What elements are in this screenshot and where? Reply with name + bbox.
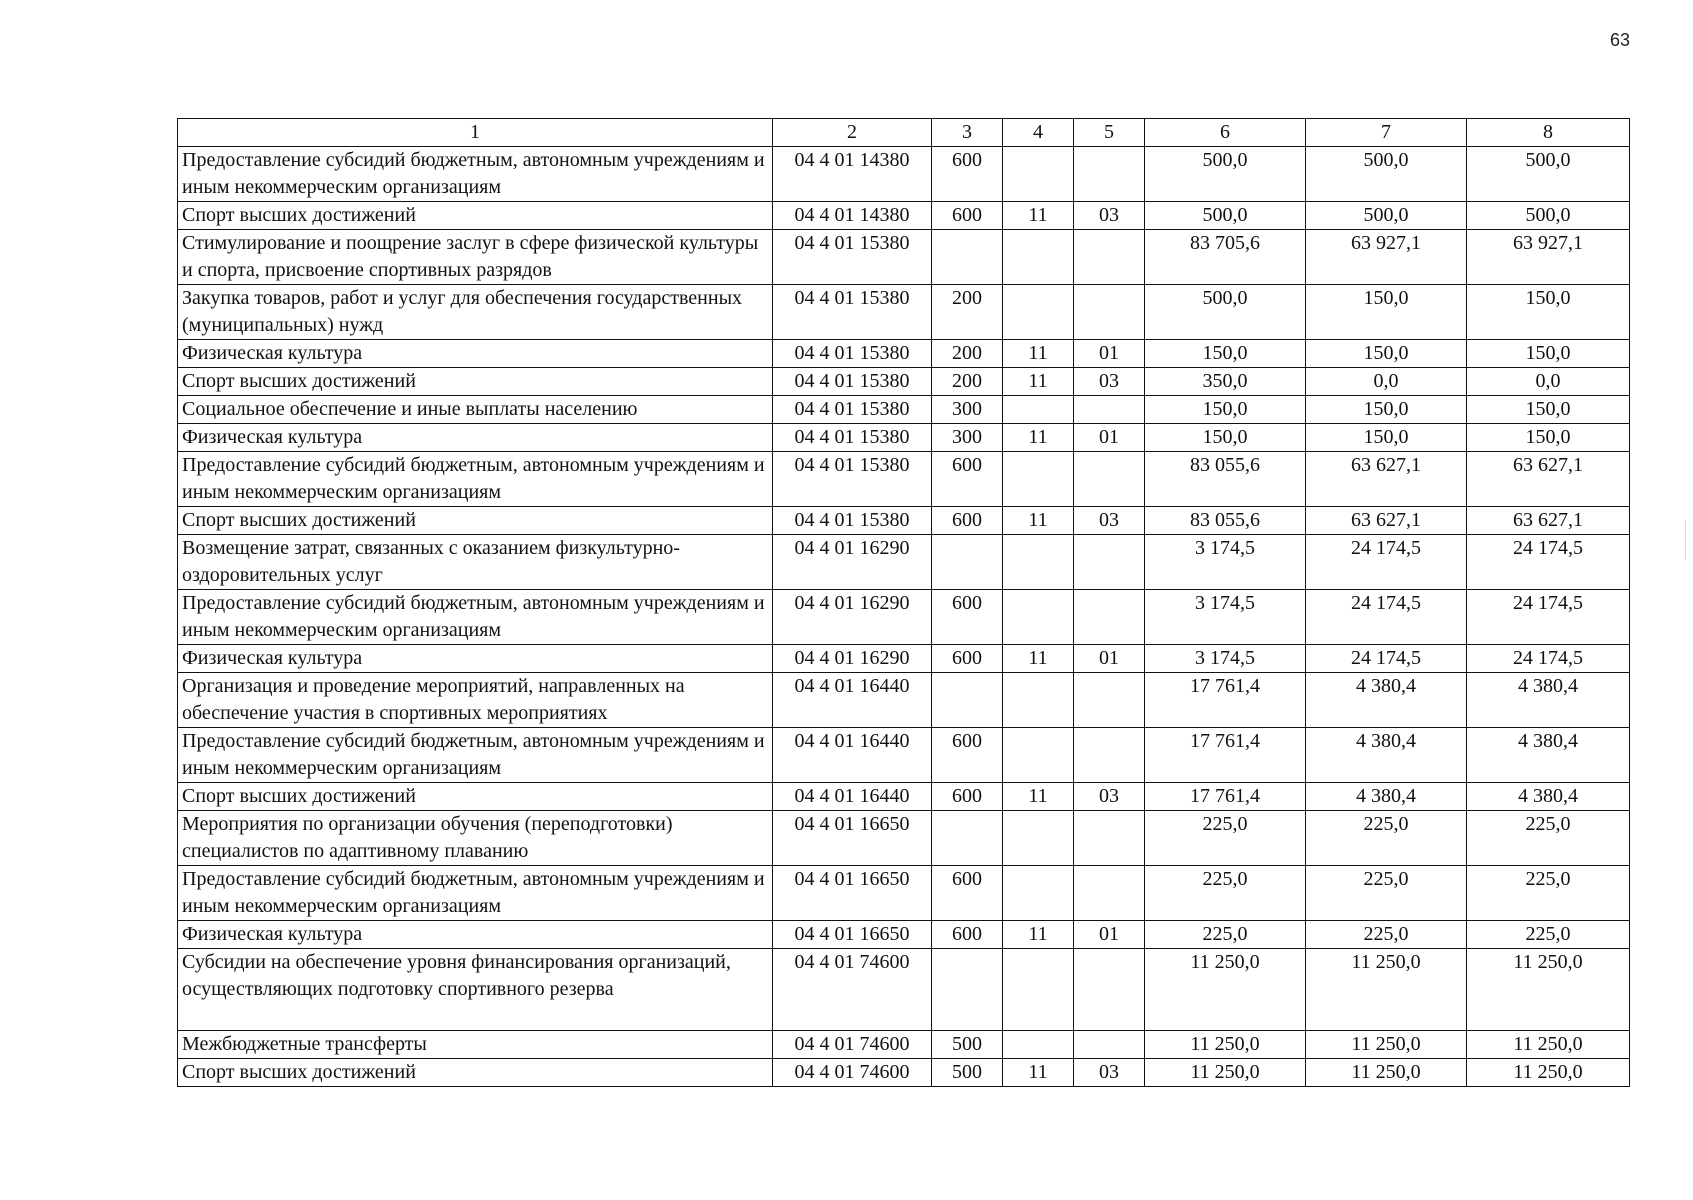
value-cell: 04 4 01 15380 <box>773 230 932 285</box>
value-cell <box>1003 396 1074 424</box>
value-cell: 11 <box>1003 507 1074 535</box>
table-header <box>178 119 1630 147</box>
table-row <box>178 396 1630 424</box>
table-row <box>178 424 1630 452</box>
value-cell: 63 627,1 <box>1467 507 1630 535</box>
value-cell <box>1003 949 1074 1031</box>
value-cell: 63 927,1 <box>1306 230 1467 285</box>
table-row <box>178 230 1630 285</box>
value-cell: 150,0 <box>1145 424 1306 452</box>
row-label-cell: Возмещение затрат, связанных с оказанием физкультурно-оздоровительных услуг <box>178 535 773 590</box>
value-cell <box>1074 452 1145 507</box>
value-cell <box>1074 866 1145 921</box>
table-row <box>178 590 1630 645</box>
row-label-cell: Предоставление субсидий бюджетным, автономным учреждениям и иным некоммерческим организациям <box>178 452 773 507</box>
value-cell: 4 380,4 <box>1467 783 1630 811</box>
row-label-cell: Предоставление субсидий бюджетным, автономным учреждениям и иным некоммерческим организациям <box>178 866 773 921</box>
value-cell: 300 <box>932 424 1003 452</box>
header-cell: 7 <box>1306 119 1467 147</box>
value-cell <box>1003 452 1074 507</box>
value-cell: 225,0 <box>1467 811 1630 866</box>
value-cell <box>1003 535 1074 590</box>
value-cell: 04 4 01 16650 <box>773 811 932 866</box>
value-cell <box>1074 590 1145 645</box>
value-cell: 83 055,6 <box>1145 452 1306 507</box>
value-cell: 225,0 <box>1467 921 1630 949</box>
value-cell: 04 4 01 15380 <box>773 285 932 340</box>
value-cell: 4 380,4 <box>1467 673 1630 728</box>
row-label-cell: Физическая культура <box>178 921 773 949</box>
value-cell <box>1074 949 1145 1031</box>
value-cell: 03 <box>1074 507 1145 535</box>
value-cell: 63 627,1 <box>1467 452 1630 507</box>
value-cell: 01 <box>1074 424 1145 452</box>
table-row <box>178 340 1630 368</box>
value-cell: 11 <box>1003 424 1074 452</box>
value-cell: 03 <box>1074 1059 1145 1087</box>
value-cell: 11 250,0 <box>1467 1059 1630 1087</box>
value-cell: 11 <box>1003 202 1074 230</box>
value-cell: 63 627,1 <box>1306 452 1467 507</box>
value-cell: 04 4 01 15380 <box>773 452 932 507</box>
value-cell: 4 380,4 <box>1306 728 1467 783</box>
header-row <box>178 119 1630 147</box>
value-cell <box>932 949 1003 1031</box>
value-cell: 04 4 01 14380 <box>773 202 932 230</box>
value-cell <box>932 811 1003 866</box>
value-cell: 11 <box>1003 1059 1074 1087</box>
table-row <box>178 535 1630 590</box>
header-cell: 4 <box>1003 119 1074 147</box>
table-row <box>178 728 1630 783</box>
value-cell: 350,0 <box>1145 368 1306 396</box>
value-cell: 04 4 01 74600 <box>773 949 932 1031</box>
value-cell: 63 927,1 <box>1467 230 1630 285</box>
page-number: 63 <box>1610 30 1631 50</box>
value-cell: 24 174,5 <box>1467 645 1630 673</box>
table-row <box>178 507 1630 535</box>
value-cell: 04 4 01 15380 <box>773 368 932 396</box>
value-cell: 11 250,0 <box>1306 1031 1467 1059</box>
row-label-cell: Предоставление субсидий бюджетным, автономным учреждениям и иным некоммерческим организациям <box>178 147 773 202</box>
row-label-cell: Спорт высших достижений <box>178 202 773 230</box>
value-cell: 04 4 01 16440 <box>773 728 932 783</box>
row-label-cell: Спорт высших достижений <box>178 507 773 535</box>
value-cell: 150,0 <box>1467 285 1630 340</box>
table-row <box>178 866 1630 921</box>
value-cell: 11 <box>1003 368 1074 396</box>
value-cell: 03 <box>1074 783 1145 811</box>
value-cell <box>1003 230 1074 285</box>
row-label-cell: Физическая культура <box>178 424 773 452</box>
value-cell: 04 4 01 16290 <box>773 590 932 645</box>
value-cell: 500,0 <box>1145 202 1306 230</box>
value-cell: 04 4 01 74600 <box>773 1031 932 1059</box>
value-cell: 24 174,5 <box>1306 590 1467 645</box>
value-cell: 17 761,4 <box>1145 728 1306 783</box>
value-cell: 3 174,5 <box>1145 645 1306 673</box>
value-cell: 4 380,4 <box>1467 728 1630 783</box>
table-row <box>178 645 1630 673</box>
scan-mark <box>1685 520 1686 560</box>
value-cell: 150,0 <box>1467 396 1630 424</box>
value-cell: 150,0 <box>1467 340 1630 368</box>
row-label-cell: Спорт высших достижений <box>178 1059 773 1087</box>
value-cell: 150,0 <box>1306 396 1467 424</box>
value-cell: 04 4 01 16650 <box>773 921 932 949</box>
value-cell: 4 380,4 <box>1306 783 1467 811</box>
value-cell <box>1074 535 1145 590</box>
value-cell <box>1003 1031 1074 1059</box>
value-cell: 04 4 01 74600 <box>773 1059 932 1087</box>
table-row <box>178 811 1630 866</box>
row-label-cell: Предоставление субсидий бюджетным, автономным учреждениям и иным некоммерческим организациям <box>178 590 773 645</box>
value-cell <box>1074 811 1145 866</box>
value-cell <box>1003 811 1074 866</box>
value-cell: 300 <box>932 396 1003 424</box>
value-cell: 150,0 <box>1145 340 1306 368</box>
value-cell: 04 4 01 15380 <box>773 507 932 535</box>
value-cell: 225,0 <box>1145 866 1306 921</box>
value-cell <box>1003 285 1074 340</box>
value-cell: 150,0 <box>1306 340 1467 368</box>
value-cell: 03 <box>1074 202 1145 230</box>
value-cell: 500,0 <box>1145 147 1306 202</box>
header-cell: 8 <box>1467 119 1630 147</box>
value-cell: 11 250,0 <box>1306 949 1467 1031</box>
value-cell: 600 <box>932 590 1003 645</box>
value-cell <box>1074 230 1145 285</box>
value-cell: 11 250,0 <box>1467 949 1630 1031</box>
value-cell: 600 <box>932 202 1003 230</box>
row-label-cell: Социальное обеспечение и иные выплаты населению <box>178 396 773 424</box>
value-cell: 500 <box>932 1059 1003 1087</box>
table-row <box>178 673 1630 728</box>
value-cell: 04 4 01 15380 <box>773 424 932 452</box>
table-row <box>178 452 1630 507</box>
value-cell: 600 <box>932 147 1003 202</box>
row-label-cell: Мероприятия по организации обучения (переподготовки) специалистов по адаптивному плаванию <box>178 811 773 866</box>
value-cell: 83 705,6 <box>1145 230 1306 285</box>
value-cell <box>1074 673 1145 728</box>
value-cell: 11 250,0 <box>1306 1059 1467 1087</box>
value-cell: 17 761,4 <box>1145 673 1306 728</box>
value-cell: 600 <box>932 728 1003 783</box>
row-label-cell: Субсидии на обеспечение уровня финансирования организаций, осуществляющих подготовку спортивного резерва <box>178 949 773 1031</box>
row-label-cell: Межбюджетные трансферты <box>178 1031 773 1059</box>
table-row <box>178 147 1630 202</box>
value-cell: 225,0 <box>1145 921 1306 949</box>
value-cell: 500,0 <box>1467 202 1630 230</box>
table-row <box>178 949 1630 1031</box>
value-cell: 04 4 01 15380 <box>773 396 932 424</box>
value-cell: 3 174,5 <box>1145 590 1306 645</box>
row-label-cell: Физическая культура <box>178 340 773 368</box>
table-row <box>178 368 1630 396</box>
value-cell <box>1074 396 1145 424</box>
row-label-cell: Предоставление субсидий бюджетным, автономным учреждениям и иным некоммерческим организациям <box>178 728 773 783</box>
value-cell: 0,0 <box>1306 368 1467 396</box>
row-label-cell: Физическая культура <box>178 645 773 673</box>
value-cell: 11 250,0 <box>1467 1031 1630 1059</box>
value-cell: 225,0 <box>1145 811 1306 866</box>
value-cell: 225,0 <box>1467 866 1630 921</box>
value-cell: 03 <box>1074 368 1145 396</box>
header-cell: 1 <box>178 119 773 147</box>
value-cell: 600 <box>932 921 1003 949</box>
value-cell: 11 250,0 <box>1145 1031 1306 1059</box>
value-cell <box>1003 147 1074 202</box>
value-cell: 200 <box>932 285 1003 340</box>
value-cell: 225,0 <box>1306 921 1467 949</box>
value-cell: 11 <box>1003 340 1074 368</box>
header-cell: 6 <box>1145 119 1306 147</box>
value-cell: 83 055,6 <box>1145 507 1306 535</box>
value-cell: 150,0 <box>1306 424 1467 452</box>
table-row <box>178 285 1630 340</box>
header-cell: 3 <box>932 119 1003 147</box>
value-cell <box>932 673 1003 728</box>
value-cell: 500,0 <box>1306 147 1467 202</box>
value-cell: 500,0 <box>1145 285 1306 340</box>
value-cell: 24 174,5 <box>1467 590 1630 645</box>
table-row <box>178 1031 1630 1059</box>
value-cell: 11 250,0 <box>1145 1059 1306 1087</box>
value-cell: 600 <box>932 866 1003 921</box>
value-cell: 24 174,5 <box>1467 535 1630 590</box>
value-cell: 11 250,0 <box>1145 949 1306 1031</box>
table-row <box>178 1059 1630 1087</box>
value-cell: 04 4 01 15380 <box>773 340 932 368</box>
value-cell: 04 4 01 16440 <box>773 673 932 728</box>
value-cell <box>1003 866 1074 921</box>
header-cell: 5 <box>1074 119 1145 147</box>
table-row <box>178 202 1630 230</box>
value-cell: 600 <box>932 452 1003 507</box>
value-cell: 01 <box>1074 340 1145 368</box>
value-cell <box>932 230 1003 285</box>
value-cell: 11 <box>1003 921 1074 949</box>
value-cell: 225,0 <box>1306 866 1467 921</box>
value-cell: 24 174,5 <box>1306 535 1467 590</box>
table-body <box>178 147 1630 1087</box>
value-cell <box>1074 285 1145 340</box>
value-cell: 63 627,1 <box>1306 507 1467 535</box>
value-cell: 11 <box>1003 783 1074 811</box>
value-cell <box>1003 728 1074 783</box>
value-cell: 500 <box>932 1031 1003 1059</box>
table-row <box>178 921 1630 949</box>
value-cell: 600 <box>932 645 1003 673</box>
row-label-cell: Спорт высших достижений <box>178 368 773 396</box>
value-cell: 3 174,5 <box>1145 535 1306 590</box>
value-cell <box>1074 728 1145 783</box>
value-cell: 24 174,5 <box>1306 645 1467 673</box>
value-cell: 600 <box>932 783 1003 811</box>
value-cell: 500,0 <box>1306 202 1467 230</box>
value-cell <box>1074 147 1145 202</box>
value-cell: 0,0 <box>1467 368 1630 396</box>
value-cell <box>1074 1031 1145 1059</box>
value-cell: 04 4 01 16440 <box>773 783 932 811</box>
value-cell: 01 <box>1074 645 1145 673</box>
value-cell: 04 4 01 16650 <box>773 866 932 921</box>
value-cell <box>1003 590 1074 645</box>
value-cell: 200 <box>932 368 1003 396</box>
header-cell: 2 <box>773 119 932 147</box>
value-cell: 200 <box>932 340 1003 368</box>
budget-table <box>177 118 1630 1087</box>
value-cell: 150,0 <box>1145 396 1306 424</box>
value-cell: 150,0 <box>1306 285 1467 340</box>
row-label-cell: Спорт высших достижений <box>178 783 773 811</box>
row-label-cell: Стимулирование и поощрение заслуг в сфере физической культуры и спорта, присвоение спортивных разрядов <box>178 230 773 285</box>
row-label-cell: Организация и проведение мероприятий, направленных на обеспечение участия в спортивных мероприятиях <box>178 673 773 728</box>
value-cell: 04 4 01 14380 <box>773 147 932 202</box>
value-cell: 01 <box>1074 921 1145 949</box>
value-cell: 225,0 <box>1306 811 1467 866</box>
value-cell: 04 4 01 16290 <box>773 645 932 673</box>
value-cell: 11 <box>1003 645 1074 673</box>
value-cell: 150,0 <box>1467 424 1630 452</box>
value-cell: 04 4 01 16290 <box>773 535 932 590</box>
value-cell: 17 761,4 <box>1145 783 1306 811</box>
value-cell <box>1003 673 1074 728</box>
value-cell: 600 <box>932 507 1003 535</box>
value-cell: 500,0 <box>1467 147 1630 202</box>
value-cell: 4 380,4 <box>1306 673 1467 728</box>
value-cell <box>932 535 1003 590</box>
row-label-cell: Закупка товаров, работ и услуг для обеспечения государственных (муниципальных) нужд <box>178 285 773 340</box>
table-row <box>178 783 1630 811</box>
